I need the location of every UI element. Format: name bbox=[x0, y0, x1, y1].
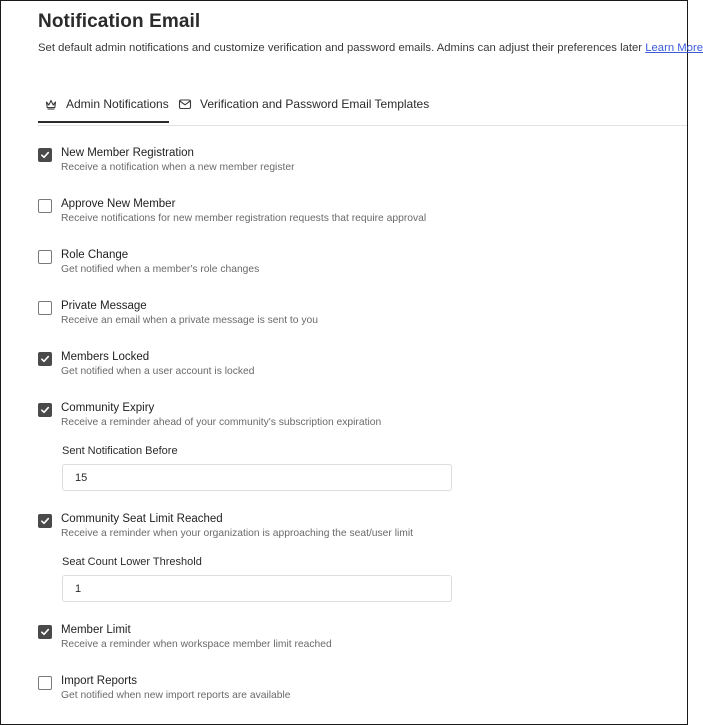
role-change-checkbox[interactable] bbox=[38, 250, 52, 264]
item-description: Receive an email when a private message is sent to you bbox=[61, 315, 318, 326]
learn-more-link[interactable]: Learn More bbox=[645, 42, 703, 54]
item-title: Private Message bbox=[61, 300, 147, 312]
checkmark-icon bbox=[40, 405, 50, 415]
checkmark-icon bbox=[40, 354, 50, 364]
private-message-checkbox[interactable] bbox=[38, 301, 52, 315]
item-title: Members Locked bbox=[61, 351, 150, 363]
page-title: Notification Email bbox=[38, 11, 201, 32]
item-title: Approve New Member bbox=[61, 198, 176, 210]
item-title: New Member Registration bbox=[61, 147, 194, 159]
import-reports-checkbox[interactable] bbox=[38, 676, 52, 690]
members-locked-checkbox[interactable] bbox=[38, 352, 52, 366]
item-title: Import Reports bbox=[61, 675, 138, 687]
item-title: Role Change bbox=[61, 249, 129, 261]
page-description bbox=[38, 42, 703, 54]
item-description: Receive a reminder when workspace member limit reached bbox=[61, 639, 332, 650]
item-title: Community Seat Limit Reached bbox=[61, 513, 223, 525]
item-description: Get notified when a user account is locked bbox=[61, 366, 255, 377]
checkmark-icon bbox=[40, 627, 50, 637]
approve-new-member-checkbox[interactable] bbox=[38, 199, 52, 213]
tab-admin-notifications[interactable] bbox=[38, 97, 169, 123]
item-description: Get notified when a member's role changes bbox=[61, 264, 260, 275]
checkmark-icon bbox=[40, 516, 50, 526]
tab-admin-notifications-label: Admin Notifications bbox=[66, 97, 169, 111]
seat-count-threshold-input[interactable] bbox=[62, 575, 452, 602]
member-limit-checkbox[interactable] bbox=[38, 625, 52, 639]
seat-count-threshold-label: Seat Count Lower Threshold bbox=[62, 556, 202, 568]
sent-notification-before-label: Sent Notification Before bbox=[62, 445, 178, 457]
community-expiry-checkbox[interactable] bbox=[38, 403, 52, 417]
tab-bar bbox=[38, 97, 687, 126]
description-text: Set default admin notifications and customize verification and password emails. Admins can adjust their preferences later bbox=[38, 42, 643, 54]
community-seat-limit-checkbox[interactable] bbox=[38, 514, 52, 528]
crown-icon bbox=[44, 97, 58, 111]
item-description: Get notified when new import reports are available bbox=[61, 690, 291, 701]
item-description: Receive notifications for new member registration requests that require approval bbox=[61, 213, 427, 224]
sent-notification-before-input[interactable] bbox=[62, 464, 452, 491]
item-description: Receive a reminder ahead of your community's subscription expiration bbox=[61, 417, 382, 428]
tab-verification-templates[interactable] bbox=[178, 97, 429, 124]
checkmark-icon bbox=[40, 150, 50, 160]
item-title: Member Limit bbox=[61, 624, 131, 636]
new-member-registration-checkbox[interactable] bbox=[38, 148, 52, 162]
tab-verification-templates-label: Verification and Password Email Templates bbox=[200, 97, 430, 111]
item-description: Receive a notification when a new member register bbox=[61, 162, 295, 173]
envelope-icon bbox=[178, 97, 192, 111]
item-description: Receive a reminder when your organization is approaching the seat/user limit bbox=[61, 528, 413, 539]
item-title: Community Expiry bbox=[61, 402, 155, 414]
